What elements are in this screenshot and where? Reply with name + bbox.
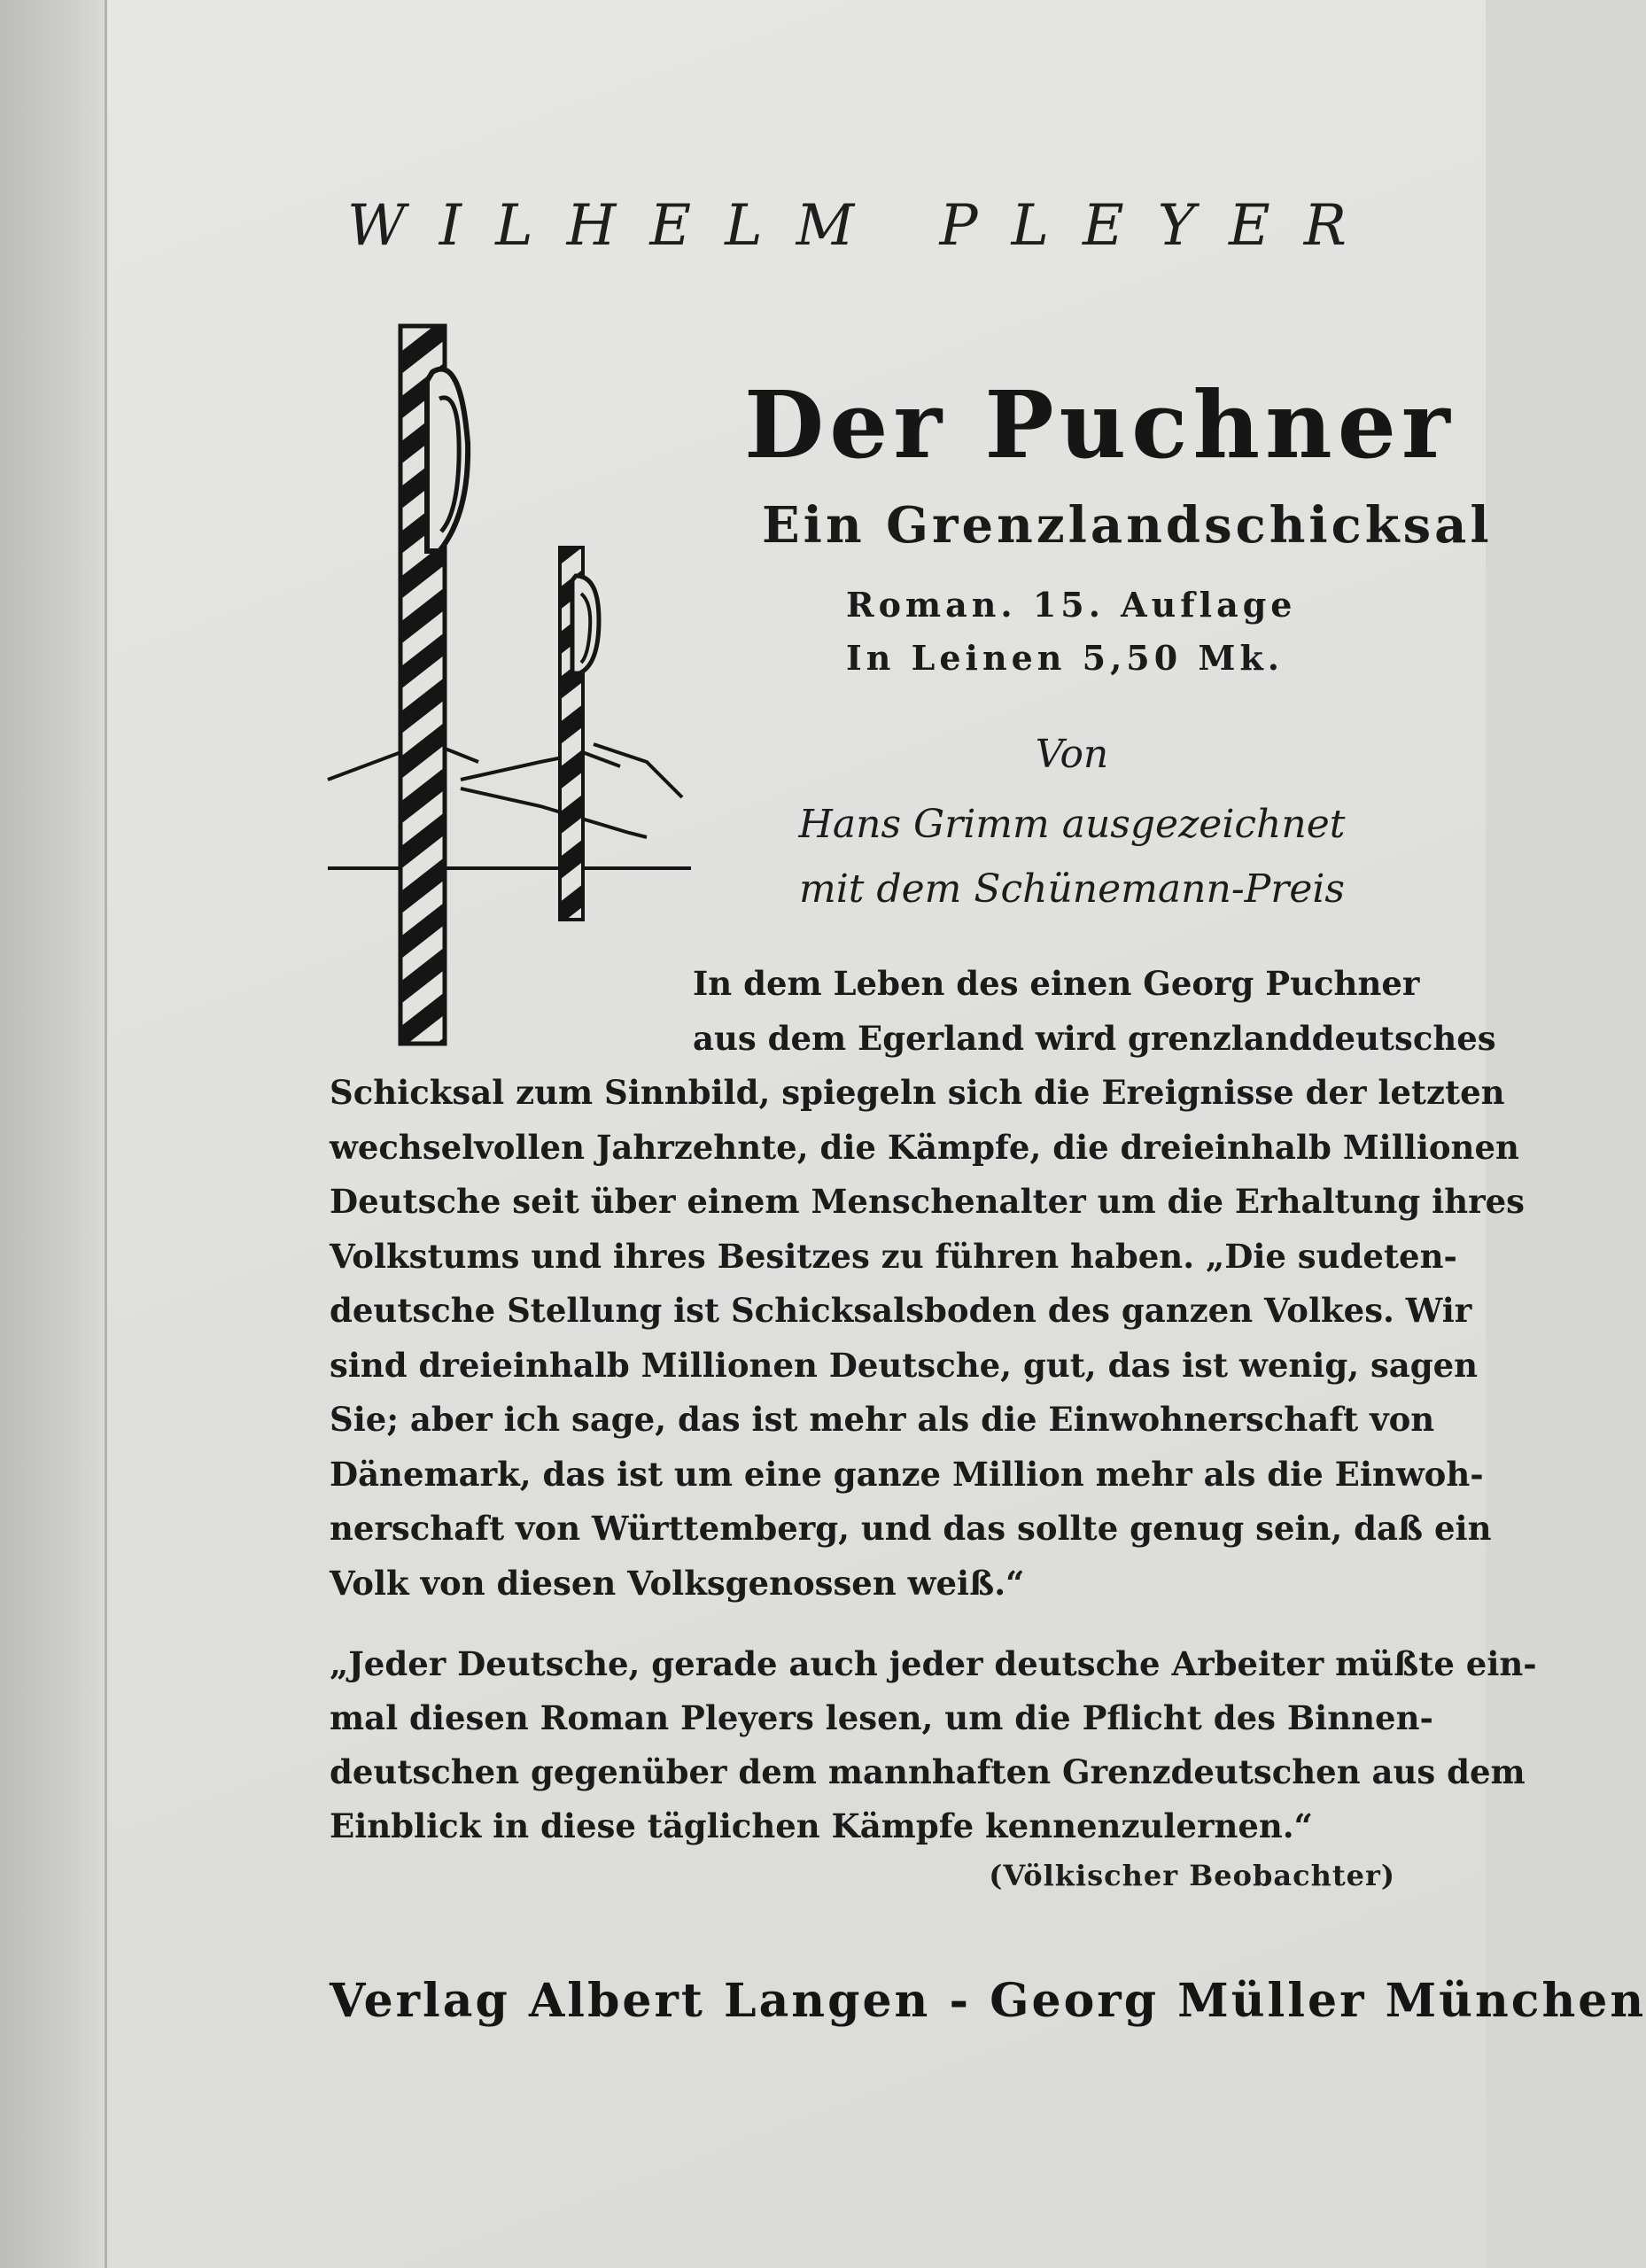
body-line: Schicksal zum Sinnbild, spiegeln sich die Ereignisse der letzten: [330, 1073, 1505, 1112]
body-line: Volkstums und ihres Besitzes zu führen haben. „Die sudeten-: [330, 1236, 1457, 1276]
description-paragraph: [330, 957, 1525, 1611]
edition-info: Roman. 15. Auflage: [846, 585, 1297, 625]
body-line: Volk von diesen Volksgenossen weiß.“: [330, 1563, 1025, 1603]
body-line: Sie; aber ich sage, das ist mehr als die Einwohnerschaft von: [330, 1400, 1435, 1439]
body-line: Dänemark, das ist um eine ganze Million mehr als die Einwoh-: [330, 1454, 1484, 1494]
quote-line: mal diesen Roman Pleyers lesen, um die Pflicht des Binnen-: [330, 1698, 1433, 1737]
book-subtitle: Ein Grenzlandschicksal: [762, 496, 1493, 555]
border-posts-illustration-icon: [328, 319, 691, 1045]
body-line: aus dem Egerland wird grenzlanddeutsches: [693, 1018, 1496, 1058]
price-info: In Leinen 5,50 Mk.: [846, 638, 1285, 678]
quote-source: (Völkischer Beobachter): [989, 1859, 1395, 1892]
body-line: sind dreieinhalb Millionen Deutsche, gut, das ist wenig, sagen: [330, 1345, 1479, 1385]
body-line: deutsche Stellung ist Schicksalsboden des ganzen Volkes. Wir: [330, 1291, 1472, 1330]
award-line-2: Hans Grimm ausgezeichnet: [798, 802, 1346, 847]
quote-line: deutschen gegenüber dem mannhaften Grenzdeutschen aus dem: [330, 1752, 1526, 1791]
body-line: Deutsche seit über einem Menschenalter um die Erhaltung ihres: [330, 1182, 1525, 1221]
page-spine-edge: [0, 0, 107, 2268]
body-line: nerschaft von Württemberg, und das sollte genug sein, daß ein: [330, 1509, 1492, 1548]
review-quote: [330, 1637, 1537, 1853]
award-line-3: mit dem Schünemann-Preis: [798, 866, 1346, 912]
award-line-1: Von: [1035, 732, 1109, 777]
author-name: WILHELM PLEYER: [347, 193, 1380, 259]
book-title: Der Puchner: [744, 370, 1456, 479]
body-line: In dem Leben des einen Georg Puchner: [693, 964, 1420, 1003]
quote-line: „Jeder Deutsche, gerade auch jeder deutsche Arbeiter müßte ein-: [330, 1644, 1537, 1683]
publisher-imprint: Verlag Albert Langen - Georg Müller München: [330, 1974, 1646, 2028]
quote-line: Einblick in diese täglichen Kämpfe kennenzulernen.“: [330, 1806, 1313, 1845]
body-line: wechselvollen Jahrzehnte, die Kämpfe, die dreieinhalb Millionen: [330, 1127, 1519, 1167]
